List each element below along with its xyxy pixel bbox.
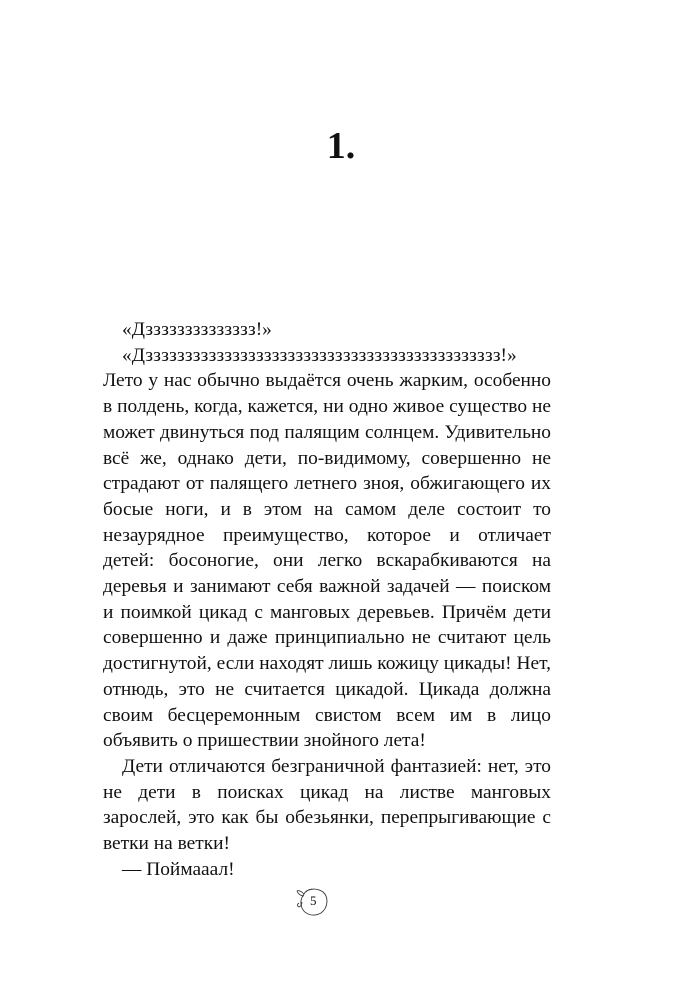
paragraph-children-fantasy: Дети отличаются безграничной фантазией: нет, это не дети в поисках цикад на листве манговых зарослей, это как бы обезьянки, перепрыгивающие с ветки на ветки!: [103, 755, 551, 855]
paragraph-cicada-sound-long: «Дззззззззззззззззззззззззззззззззззззззззззззз!»: [122, 344, 517, 366]
paragraph-cicada-sound-short: «Дзззззззззззззз!»: [122, 319, 272, 340]
paragraph-caught: — Поймааал!: [122, 858, 235, 880]
paragraph-summer: Лето у нас обычно выдаётся очень жарким, особенно в полдень, когда, кажется, ни одно живое существо не может двинуться под палящим солнцем. Удивительно всё же, однако дети, по-видимому, совершенно не страдают от палящего летнего зноя, обжигающего их босые ноги, и в этом на самом деле состоит то незаурядное преимущество, которое и отличает детей: босоногие, они легко вскарабкиваются на деревья и занимают себя важной задачей — поиском и поимкой цикад с манговых деревьев. Причём дети совершенно и даже принципиально не считают цель достигнутой, если находят лишь кожицу цикады! Нет, отнюдь, это не считается цикадой. Цикада должна своим бесцеремонным свистом всем им в лицо объявить о пришествии знойного лета!: [103, 370, 551, 752]
body-text: [103, 317, 551, 882]
chapter-number: 1.: [326, 125, 356, 167]
page-number: 5: [310, 893, 317, 908]
page-footer: [296, 884, 330, 918]
